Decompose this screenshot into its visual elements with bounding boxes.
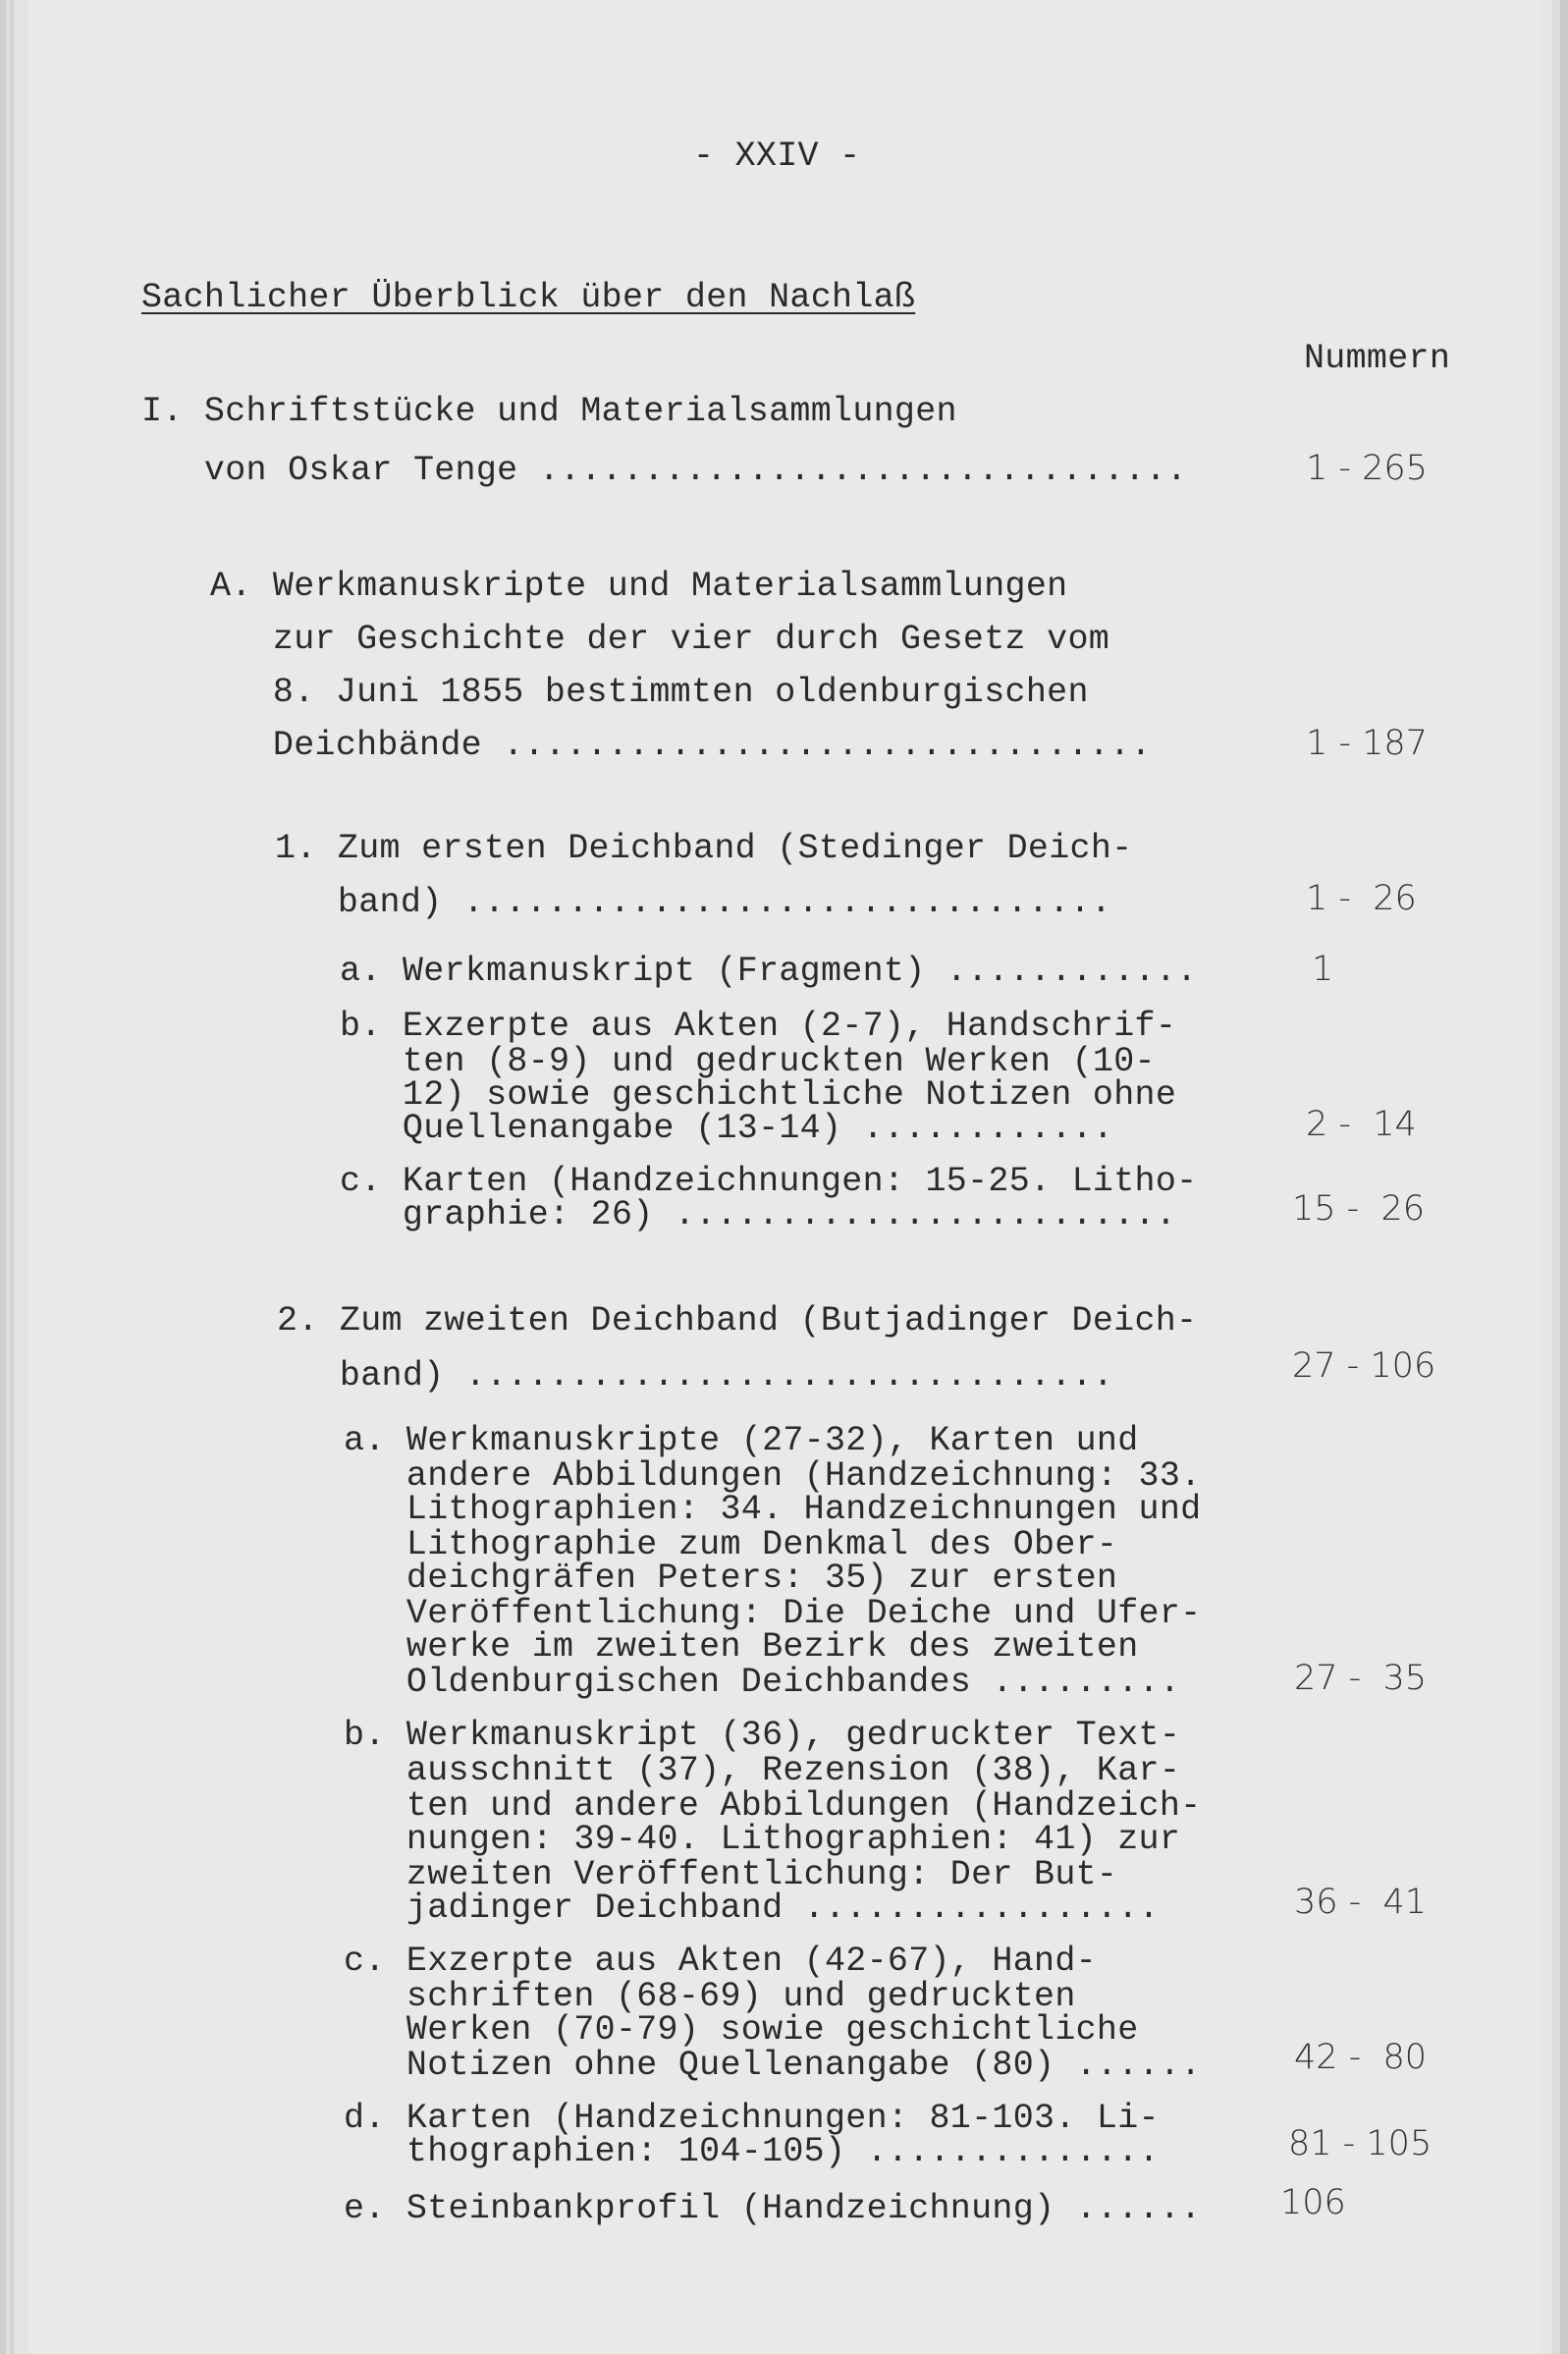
toc-line: werke im zweiten Bezirk des zweiten [344, 1627, 1139, 1667]
toc-line: A. Werkmanuskripte und Materialsammlungen [210, 567, 1068, 606]
toc-line: b. Werkmanuskript (36), gedruckter Text- [344, 1716, 1181, 1755]
toc-line: deichgräfen Peters: 35) zur ersten [344, 1559, 1118, 1598]
toc-line: graphie: 26) ........................ [340, 1195, 1177, 1234]
toc-line: 2. Zum zweiten Deichband (Butjadinger Deich- [277, 1301, 1198, 1341]
toc-line: nungen: 39-40. Lithographien: 41) zur [344, 1820, 1181, 1859]
toc-range: 42 - 80 [1294, 2038, 1428, 2077]
toc-line: c. Karten (Handzeichnungen: 15-25. Litho- [340, 1162, 1198, 1201]
toc-line: Oldenburgischen Deichbandes ......... [344, 1663, 1181, 1702]
toc-range: 81 - 105 [1288, 2124, 1433, 2163]
toc-line: thographien: 104-105) .............. [344, 2132, 1160, 2171]
toc-range: 15 - 26 [1292, 1189, 1426, 1229]
toc-line: Lithographie zum Denkmal des Ober- [344, 1525, 1118, 1564]
toc-line: band) ............................... [277, 1356, 1114, 1396]
toc-range: 106 [1280, 2183, 1346, 2222]
toc-line: I. Schriftstücke und Materialsammlungen [141, 392, 957, 431]
toc-line: Quellenangabe (13-14) ............ [340, 1109, 1114, 1148]
toc-line: ten und andere Abbildungen (Handzeich- [344, 1786, 1202, 1826]
toc-line: e. Steinbankprofil (Handzeichnung) ...... [344, 2189, 1202, 2228]
toc-line: 1. Zum ersten Deichband (Stedinger Deich- [275, 829, 1133, 868]
toc-range: 27 - 106 [1292, 1346, 1436, 1386]
toc-line: schriften (68-69) und gedruckten [344, 1977, 1076, 2016]
toc-line: 8. Juni 1855 bestimmten oldenburgischen [210, 673, 1089, 712]
toc-line: d. Karten (Handzeichnungen: 81-103. Li- [344, 2099, 1160, 2138]
toc-line: Veröffentlichung: Die Deiche und Ufer- [344, 1594, 1202, 1633]
toc-line: zweiten Veröffentlichung: Der But- [344, 1855, 1118, 1894]
page-number: - XXIV - [693, 137, 861, 176]
toc-range: 2 - 14 [1306, 1105, 1417, 1144]
toc-line: von Oskar Tenge ............................... [141, 451, 1188, 490]
column-header-nummern: Nummern [1304, 339, 1451, 378]
toc-line: ausschnitt (37), Rezension (38), Kar- [344, 1751, 1181, 1790]
toc-line: band) ............................... [275, 883, 1112, 922]
toc-range: 36 - 41 [1294, 1883, 1428, 1922]
toc-line: Lithographien: 34. Handzeichnungen und [344, 1490, 1202, 1529]
toc-range: 1 - 26 [1306, 879, 1417, 918]
toc-line: zur Geschichte der vier durch Gesetz vom [210, 620, 1110, 659]
page-edge-left [0, 0, 27, 2354]
toc-range: 27 - 35 [1294, 1659, 1428, 1698]
page-heading: Sachlicher Überblick über den Nachlaß [141, 278, 916, 317]
toc-range: 1 - 265 [1306, 449, 1428, 488]
toc-range: 1 [1312, 950, 1334, 989]
toc-line: Notizen ohne Quellenangabe (80) ...... [344, 2046, 1202, 2085]
page-edge-right [1541, 0, 1568, 2354]
toc-line: andere Abbildungen (Handzeichnung: 33. [344, 1456, 1202, 1496]
toc-line: jadinger Deichband ................. [344, 1889, 1160, 1928]
toc-line: a. Werkmanuskript (Fragment) ............ [340, 952, 1198, 991]
toc-line: a. Werkmanuskripte (27-32), Karten und [344, 1421, 1139, 1460]
toc-line: Werken (70-79) sowie geschichtliche [344, 2010, 1139, 2050]
toc-range: 1 - 187 [1306, 724, 1428, 763]
toc-line: b. Exzerpte aus Akten (2-7), Handschrif- [340, 1007, 1177, 1046]
toc-line: Deichbände ............................... [210, 726, 1152, 765]
toc-line: 12) sowie geschichtliche Notizen ohne [340, 1075, 1177, 1115]
toc-line: ten (8-9) und gedruckten Werken (10- [340, 1042, 1156, 1081]
toc-line: c. Exzerpte aus Akten (42-67), Hand- [344, 1942, 1097, 1981]
